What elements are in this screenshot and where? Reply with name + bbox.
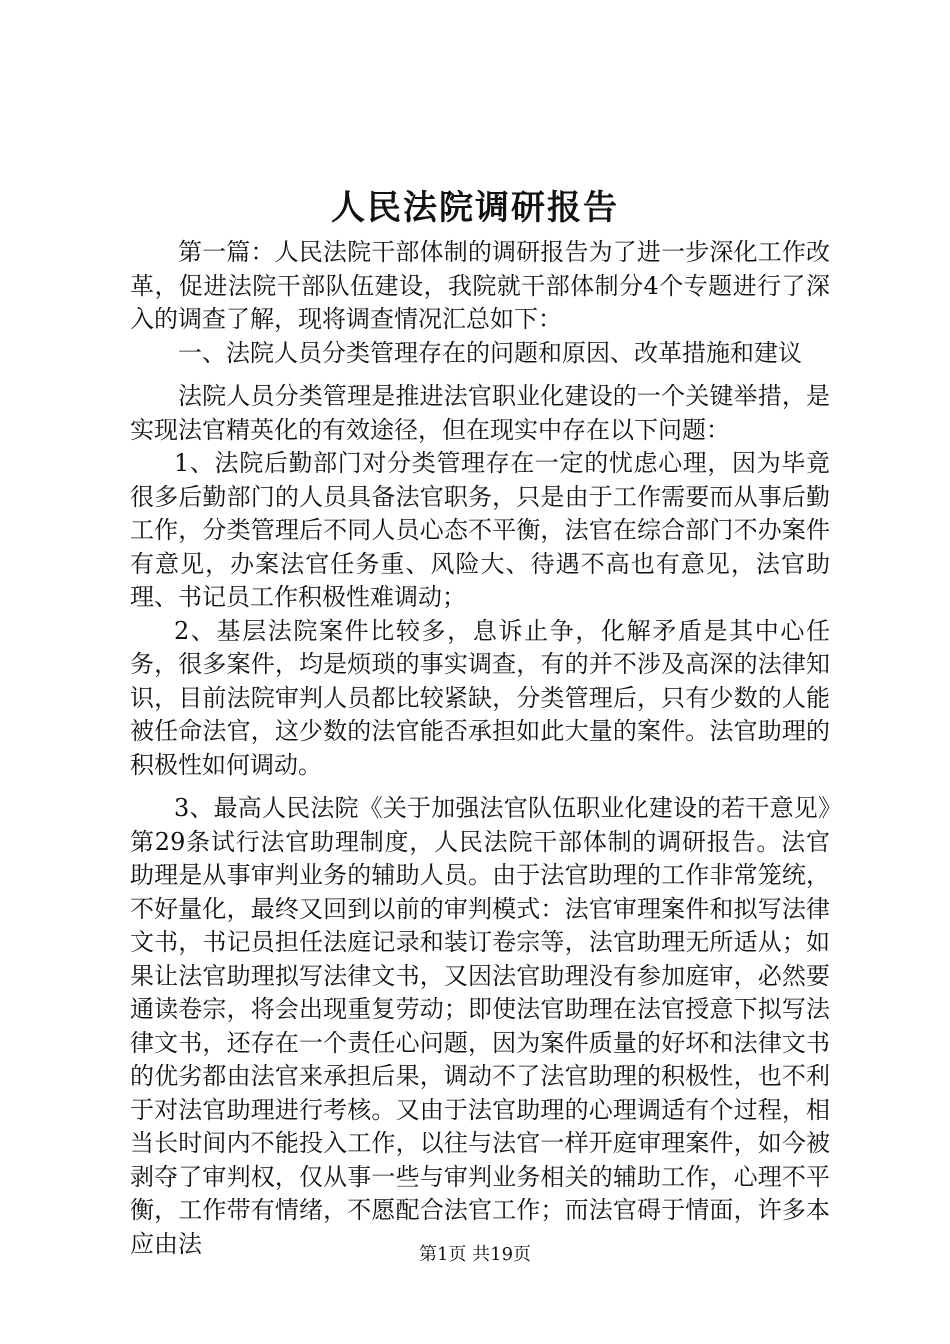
paragraph-section-1: 法院人员分类管理是推进法官职业化建设的一个关键举措，是实现法官精英化的有效途径，但在现实中存在以下问题： bbox=[130, 382, 830, 444]
paragraph-intro: 第一篇：人民法院干部体制的调研报告为了进一步深化工作改革，促进法院干部队伍建设，我院就干部体制分4个专题进行了深入的调查了解，现将调查情况汇总如下： bbox=[130, 238, 830, 333]
list-item-2: 2、基层法院案件比较多，息诉止争，化解矛盾是其中心任务，很多案件，均是烦琐的事实调查，有的并不涉及高深的法律知识，目前法院审判人员都比较紧缺，分类管理后，只有少数的人能被任命法官，这少数的法官能否承担如此大量的案件。法官助理的积极性如何调动。 bbox=[130, 616, 830, 779]
page-number-footer: 第1页 共19页 bbox=[418, 1244, 532, 1265]
list-item-3: 3、最高人民法院《关于加强法官队伍职业化建设的若干意见》第29条试行法官助理制度，人民法院干部体制的调研报告。法官助理是从事审判业务的辅助人员。由于法官助理的工作非常笼统，不好量化，最终又回到以前的审判模式：法官审理案件和拟写法律文书，书记员担任法庭记录和装订卷宗等，法官助理无所适从；如果让法官助理拟写法律文书，又因法官助理没有参加庭审，必然要通读卷宗，将会出现重复劳动；即使法官助理在法官授意下拟写法律文书，还存在一个责任心问题，因为案件质量的好坏和法律文书的优劣都由法官来承担后果，调动不了法官助理的积极性，也不利于对法官助理进行考核。又由于法官助理的心理调适有个过程，相当长时间内不能投入工作，以往与法官一样开庭审理案件，如今被剥夺了审判权，仅从事一些与审判业务相关的辅助工作，心理不平衡，工作带有情绪，不愿配合法官工作；而法官碍于情面，许多本应由法 bbox=[130, 794, 830, 1258]
document-body bbox=[130, 236, 830, 1261]
document-title: 人民法院调研报告 bbox=[331, 188, 619, 228]
list-item-1: 1、法院后勤部门对分类管理存在一定的忧虑心理，因为毕竟很多后勤部门的人员具备法官职务，只是由于工作需要而从事后勤工作，分类管理后不同人员心态不平衡，法官在综合部门不办案件有意见，办案法官任务重、风险大、待遇不高也有意见，法官助理、书记员工作积极性难调动； bbox=[130, 449, 830, 611]
section-heading-1: 一、法院人员分类管理存在的问题和原因、改革措施和建议 bbox=[178, 338, 802, 367]
